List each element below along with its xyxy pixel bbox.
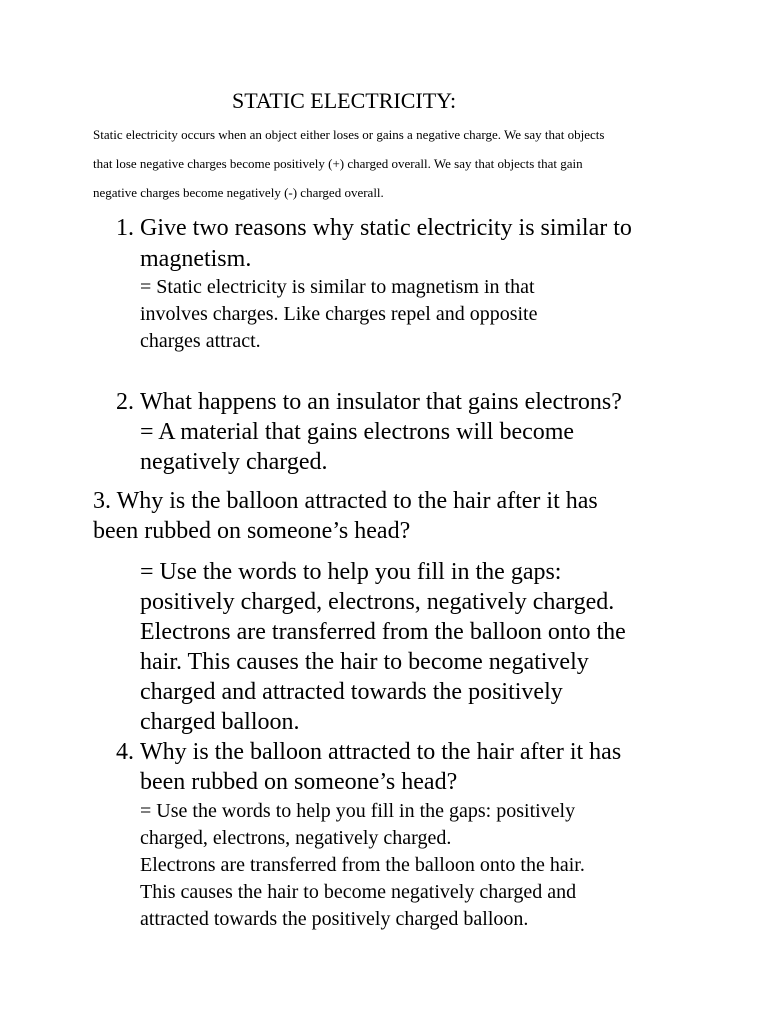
answer-text: charges attract. xyxy=(140,330,261,352)
answer-text: Electrons are transferred from the balloon onto the hair. xyxy=(140,854,585,876)
question-text: Give two reasons why static electricity is similar to xyxy=(140,215,632,241)
question-number: 1. xyxy=(116,215,134,241)
question-text: 3. Why is the balloon attracted to the hair after it has xyxy=(93,488,598,514)
question-text: been rubbed on someone’s head? xyxy=(93,518,411,544)
intro-line: that lose negative charges become positively (+) charged overall. We say that objects that gain xyxy=(93,156,583,171)
answer-text: = A material that gains electrons will become xyxy=(140,419,575,445)
question-text: What happens to an insulator that gains electrons? xyxy=(140,389,622,415)
answer-text: This causes the hair to become negatively charged and xyxy=(140,881,577,903)
page-title: STATIC ELECTRICITY: xyxy=(232,88,457,113)
answer-text: negatively charged. xyxy=(140,449,328,475)
question-text: been rubbed on someone’s head? xyxy=(140,769,458,795)
answer-text: attracted towards the positively charged balloon. xyxy=(140,908,529,930)
intro-line: negative charges become negatively (-) charged overall. xyxy=(93,185,384,200)
answer-text: hair. This causes the hair to become negatively xyxy=(140,649,589,675)
answer-text: = Use the words to help you fill in the gaps: xyxy=(140,559,562,585)
answer-text: charged, electrons, negatively charged. xyxy=(140,827,452,849)
question-text: Why is the balloon attracted to the hair after it has xyxy=(140,739,622,765)
question-text: magnetism. xyxy=(140,246,252,272)
answer-text: charged balloon. xyxy=(140,709,300,735)
question-number: 2. xyxy=(116,389,134,415)
answer-text: Electrons are transferred from the balloon onto the xyxy=(140,619,626,645)
answer-text: charged and attracted towards the positively xyxy=(140,679,563,705)
answer-text: = Use the words to help you fill in the gaps: positively xyxy=(140,800,576,822)
intro-line: Static electricity occurs when an object either loses or gains a negative charge. We say that objects xyxy=(93,127,605,142)
answer-text: involves charges. Like charges repel and opposite xyxy=(140,303,538,325)
answer-text: positively charged, electrons, negatively charged. xyxy=(140,589,615,615)
answer-text: = Static electricity is similar to magnetism in that xyxy=(140,276,535,298)
question-number: 4. xyxy=(116,739,134,765)
